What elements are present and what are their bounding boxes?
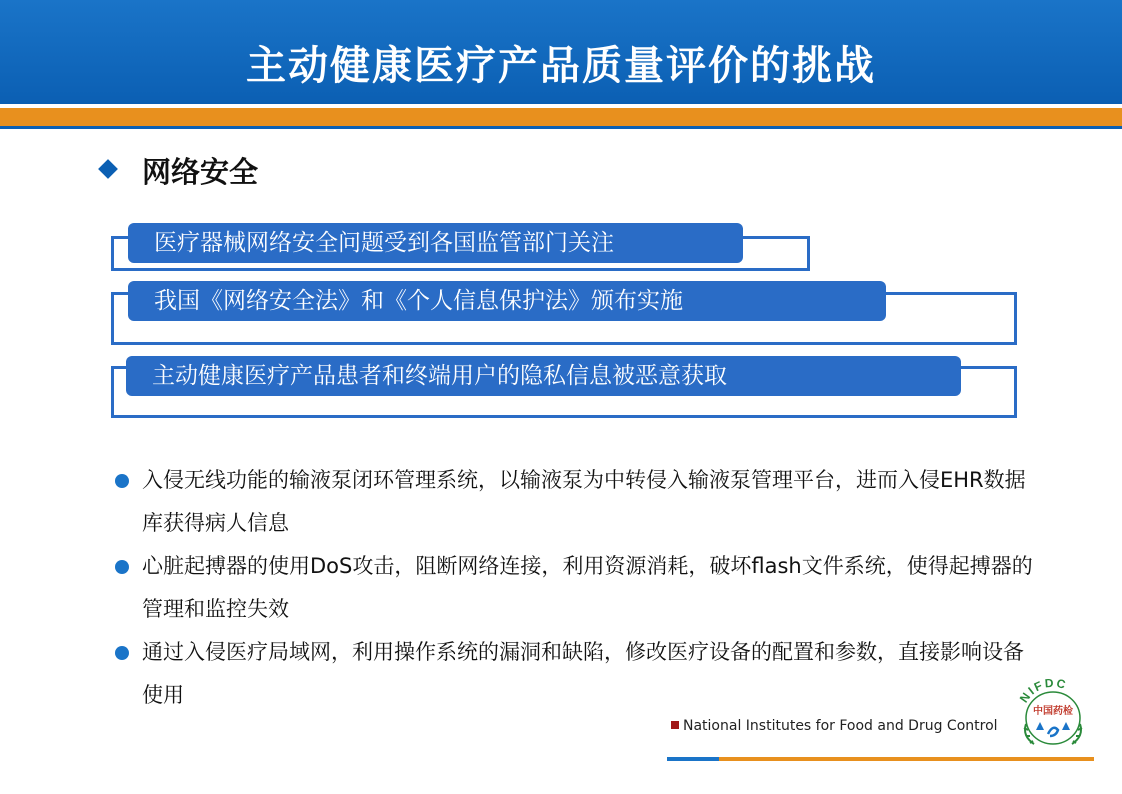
slide-title: 主动健康医疗产品质量评价的挑战 [246,42,876,89]
diamond-bullet-icon [98,159,118,179]
footer-bar-orange [719,757,1094,761]
bullet-dot-icon [115,474,129,488]
bullet-dot-icon [115,646,129,660]
nifdc-logo-icon [1012,678,1094,750]
header-blue-line [0,126,1122,129]
highlight-pill-2: 我国《网络安全法》和《个人信息保护法》颁布实施 [128,281,886,321]
bullet-item-1: 入侵无线功能的输液泵闭环管理系统，以输液泵为中转侵入输液泵管理平台，进而入侵EHR数据库获得病人信息 [142,468,1026,535]
svg-text:NIFDC [1017,678,1069,705]
bullet-dot-icon [115,560,129,574]
highlight-pill-1: 医疗器械网络安全问题受到各国监管部门关注 [128,223,743,263]
section-heading: 网络安全 [142,155,259,189]
footer-square-icon [671,721,679,729]
bullet-item-2: 心脏起搏器的使用DoS攻击，阻断网络连接，利用资源消耗，破坏flash文件系统，使得起搏器的管理和监控失效 [142,554,1033,621]
logo-cn-text: 中国药检 [1033,706,1073,717]
bullet-item-3: 通过入侵医疗局域网，利用操作系统的漏洞和缺陷，修改医疗设备的配置和参数，直接影响设备使用 [142,640,1024,707]
highlight-pill-3: 主动健康医疗产品患者和终端用户的隐私信息被恶意获取 [126,356,961,396]
footer-institution-text: National Institutes for Food and Drug Control [683,718,998,734]
header-orange-stripe [0,108,1122,126]
footer-bar-blue [667,757,719,761]
footer-institution [671,716,998,736]
logo-text: NIFDC [1016,678,1069,706]
